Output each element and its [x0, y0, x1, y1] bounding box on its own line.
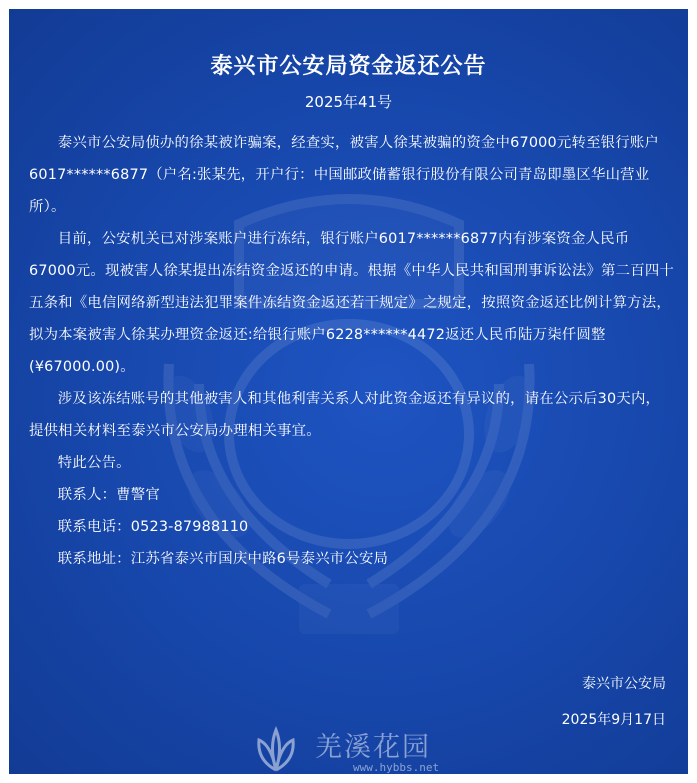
notice-title: 泰兴市公安局资金返还公告: [210, 54, 487, 79]
notice-panel: [9, 9, 688, 774]
paragraph-freeze: 目前，公安机关已对涉案账户进行冻结，银行账户6017******6877内有涉案资金人民币67000元。现被害人徐某提出冻结资金返还的申请。根据《中华人民共和国刑事诉讼法》第二百四十五条和《电信网络新型违法犯罪案件冻结资金返还若干规定》之规定，按照资金返还比例计算方法，拟为本案被害人徐某办理资金返还:给银行账户6228******4472返还人民币陆万柒仟圆整(¥67000.00)。: [29, 231, 674, 375]
notice-body: [29, 127, 674, 575]
closing-line: 特此公告。: [57, 455, 131, 471]
contact-address: 联系地址：江苏省泰兴市国庆中路6号泰兴市公安局: [57, 551, 389, 567]
watermark-name: 羌溪花园: [315, 732, 431, 763]
contact-phone: 联系电话：0523-87988110: [57, 519, 249, 535]
site-watermark: [249, 721, 469, 774]
issuer-signature: 泰兴市公安局: [582, 676, 666, 692]
paragraph-case: 泰兴市公安局侦办的徐某被诈骗案，经查实，被害人徐某被骗的资金中67000元转至银行账户6017******6877（户名:张某先，开户行：中国邮政储蓄银行股份有限公司青岛即墨区华山营业所）。: [29, 135, 660, 215]
flower-logo-icon: [249, 725, 303, 774]
paragraph-objection: 涉及该冻结账号的其他被害人和其他利害关系人对此资金返还有异议的，请在公示后30天内，提供相关材料至泰兴市公安局办理相关事宜。: [29, 391, 661, 439]
watermark-url: www.hybbs.net: [353, 761, 440, 774]
issue-date: 2025年9月17日: [561, 712, 666, 728]
notice-number: 2025年41号: [304, 93, 393, 111]
contact-person: 联系人：曹警官: [57, 487, 160, 503]
